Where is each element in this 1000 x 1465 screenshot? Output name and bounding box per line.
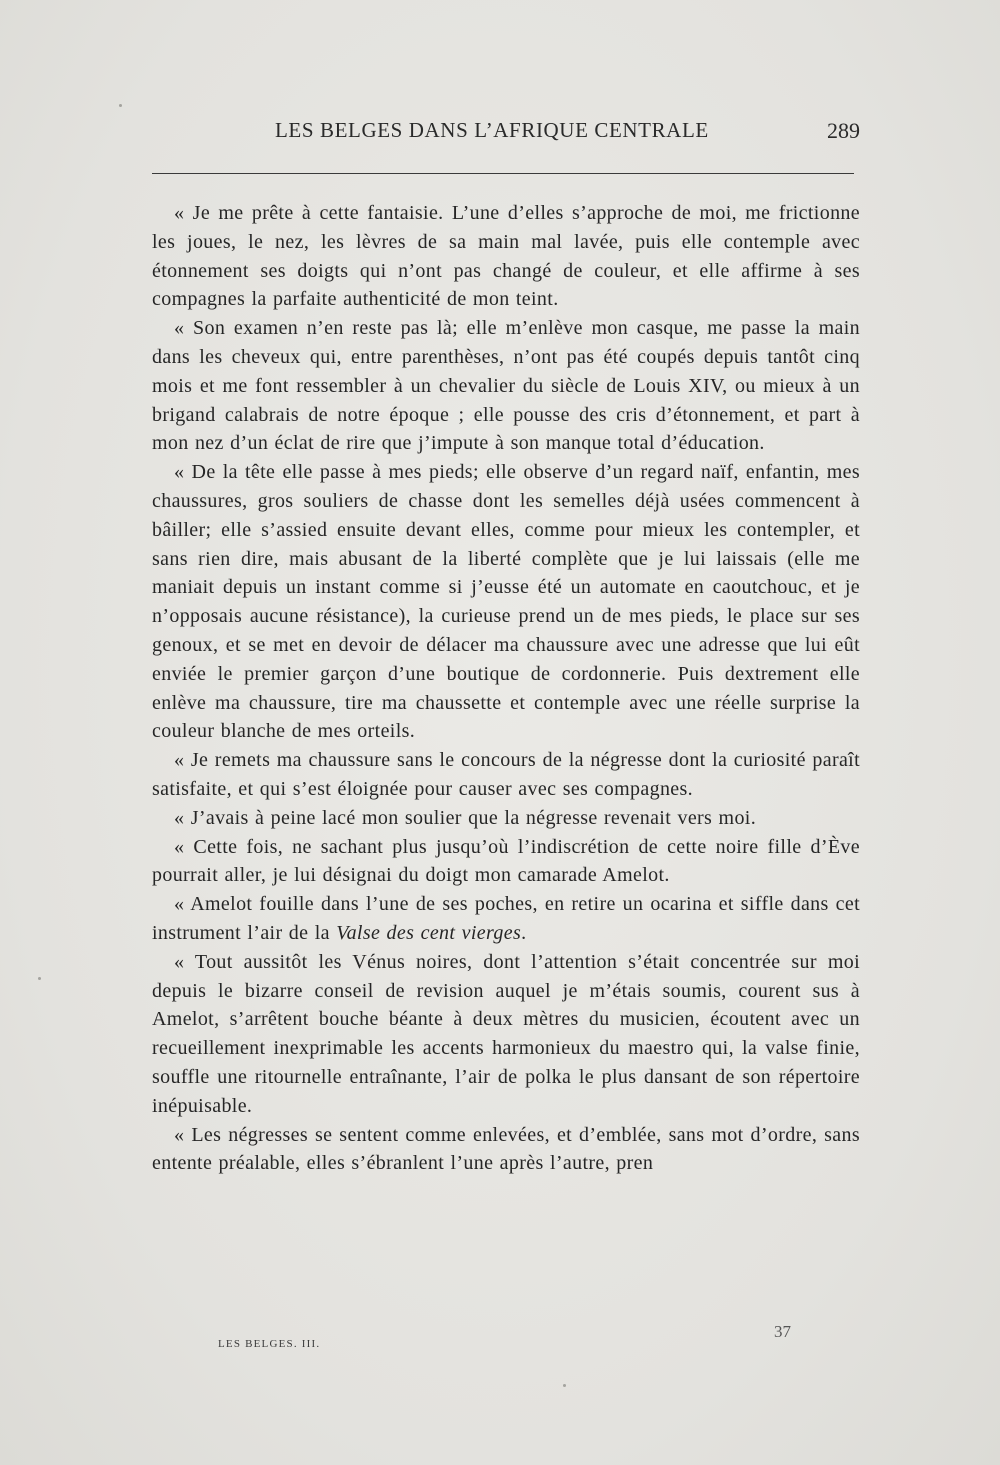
paragraph-7-text-before: « Amelot fouille dans l’une de ses poches, en retire un ocarina et siffle dans cet instrument l’air de la	[152, 893, 860, 944]
paragraph-4: « Je remets ma chaussure sans le concours de la négresse dont la curiosité paraît satisfaite, et qui s’est éloignée pour causer avec ses compagnes.	[152, 749, 860, 800]
printer-signature: LES BELGES. III.	[218, 1338, 321, 1350]
paragraph-7-text-after: .	[521, 921, 527, 944]
paragraph-2: « Son examen n’en reste pas là; elle m’enlève mon casque, me passe la main dans les cheveux qui, entre parenthèses, n’ont pas été coupés depuis tantôt cinq mois et me font ressembler à un chevalier du siècle de Louis XIV, ou mieux à un brigand calabrais de notre époque ; elle pousse des cris d’étonnement, et part à mon nez d’un éclat de rire que j’impute à son manque total d’éducation.	[152, 317, 860, 455]
paragraph-5: « J’avais à peine lacé mon soulier que la négresse revenait vers moi.	[174, 806, 757, 829]
paragraph-1: « Je me prête à cette fantaisie. L’une d’elles s’approche de moi, me frictionne les joues, le nez, les lèvres de sa main mal lavée, puis elle contemple avec étonnement ses doigts qui n’ont pas changé de couleur, et elle affirme à ses compagnes la parfaite authenticité de mon teint.	[152, 202, 860, 311]
paragraph-9: « Les négresses se sentent comme enlevées, et d’emblée, sans mot d’ordre, sans entente préalable, elles s’ébranlent l’une après l’autre, pren	[152, 1123, 860, 1175]
paragraph-7-italic-title: Valse des cent vierges	[336, 921, 522, 944]
paper-speck	[119, 104, 122, 107]
paragraph-6: « Cette fois, ne sachant plus jusqu’où l’indiscrétion de cette noire fille d’Ève pourrait aller, je lui désignai du doigt mon camarade Amelot.	[152, 835, 860, 887]
paper-speck	[38, 977, 41, 980]
body-text	[152, 199, 860, 1178]
paragraph-7	[152, 890, 860, 948]
page-number: 289	[827, 118, 860, 143]
signature-number: 37	[774, 1322, 791, 1341]
running-title: LES BELGES DANS L’AFRIQUE CENTRALE	[275, 118, 709, 142]
paragraph-8: « Tout aussitôt les Vénus noires, dont l’attention s’était concentrée sur moi depuis le bizarre conseil de revision auquel je m’étais soumis, courent sus à Amelot, s’arrêtent bouche béante à deux mètres du musicien, écoutent avec un recueillement inexprimable les accents harmonieux du maestro qui, la valse finie, souffle une ritournelle entraînante, l’air de polka le plus dansant de son répertoire inépuisable.	[152, 950, 860, 1117]
paragraph-3: « De la tête elle passe à mes pieds; elle observe d’un regard naïf, enfantin, mes chaussures, gros souliers de chasse dont les semelles déjà usées commencent à bâiller; elle s’assied ensuite devant elles, comme pour mieux les contempler, et sans rien dire, mais abusant de la liberté complète que je lui laissais (elle me maniait depuis un instant comme si j’eusse été un automate en caoutchouc, et je n’opposais aucune résistance), la curieuse prend un de mes pieds, le place sur ses genoux, et se met en devoir de délacer ma chaussure avec une adresse que lui eût enviée le premier garçon d’une boutique de cordonnerie. Puis dextrement elle enlève ma chaussure, tire ma chaussette et contemple avec une réelle surprise la couleur blanche de mes orteils.	[152, 461, 860, 743]
header-rule	[152, 173, 854, 174]
running-head	[150, 118, 860, 152]
paper-speck	[563, 1384, 566, 1387]
